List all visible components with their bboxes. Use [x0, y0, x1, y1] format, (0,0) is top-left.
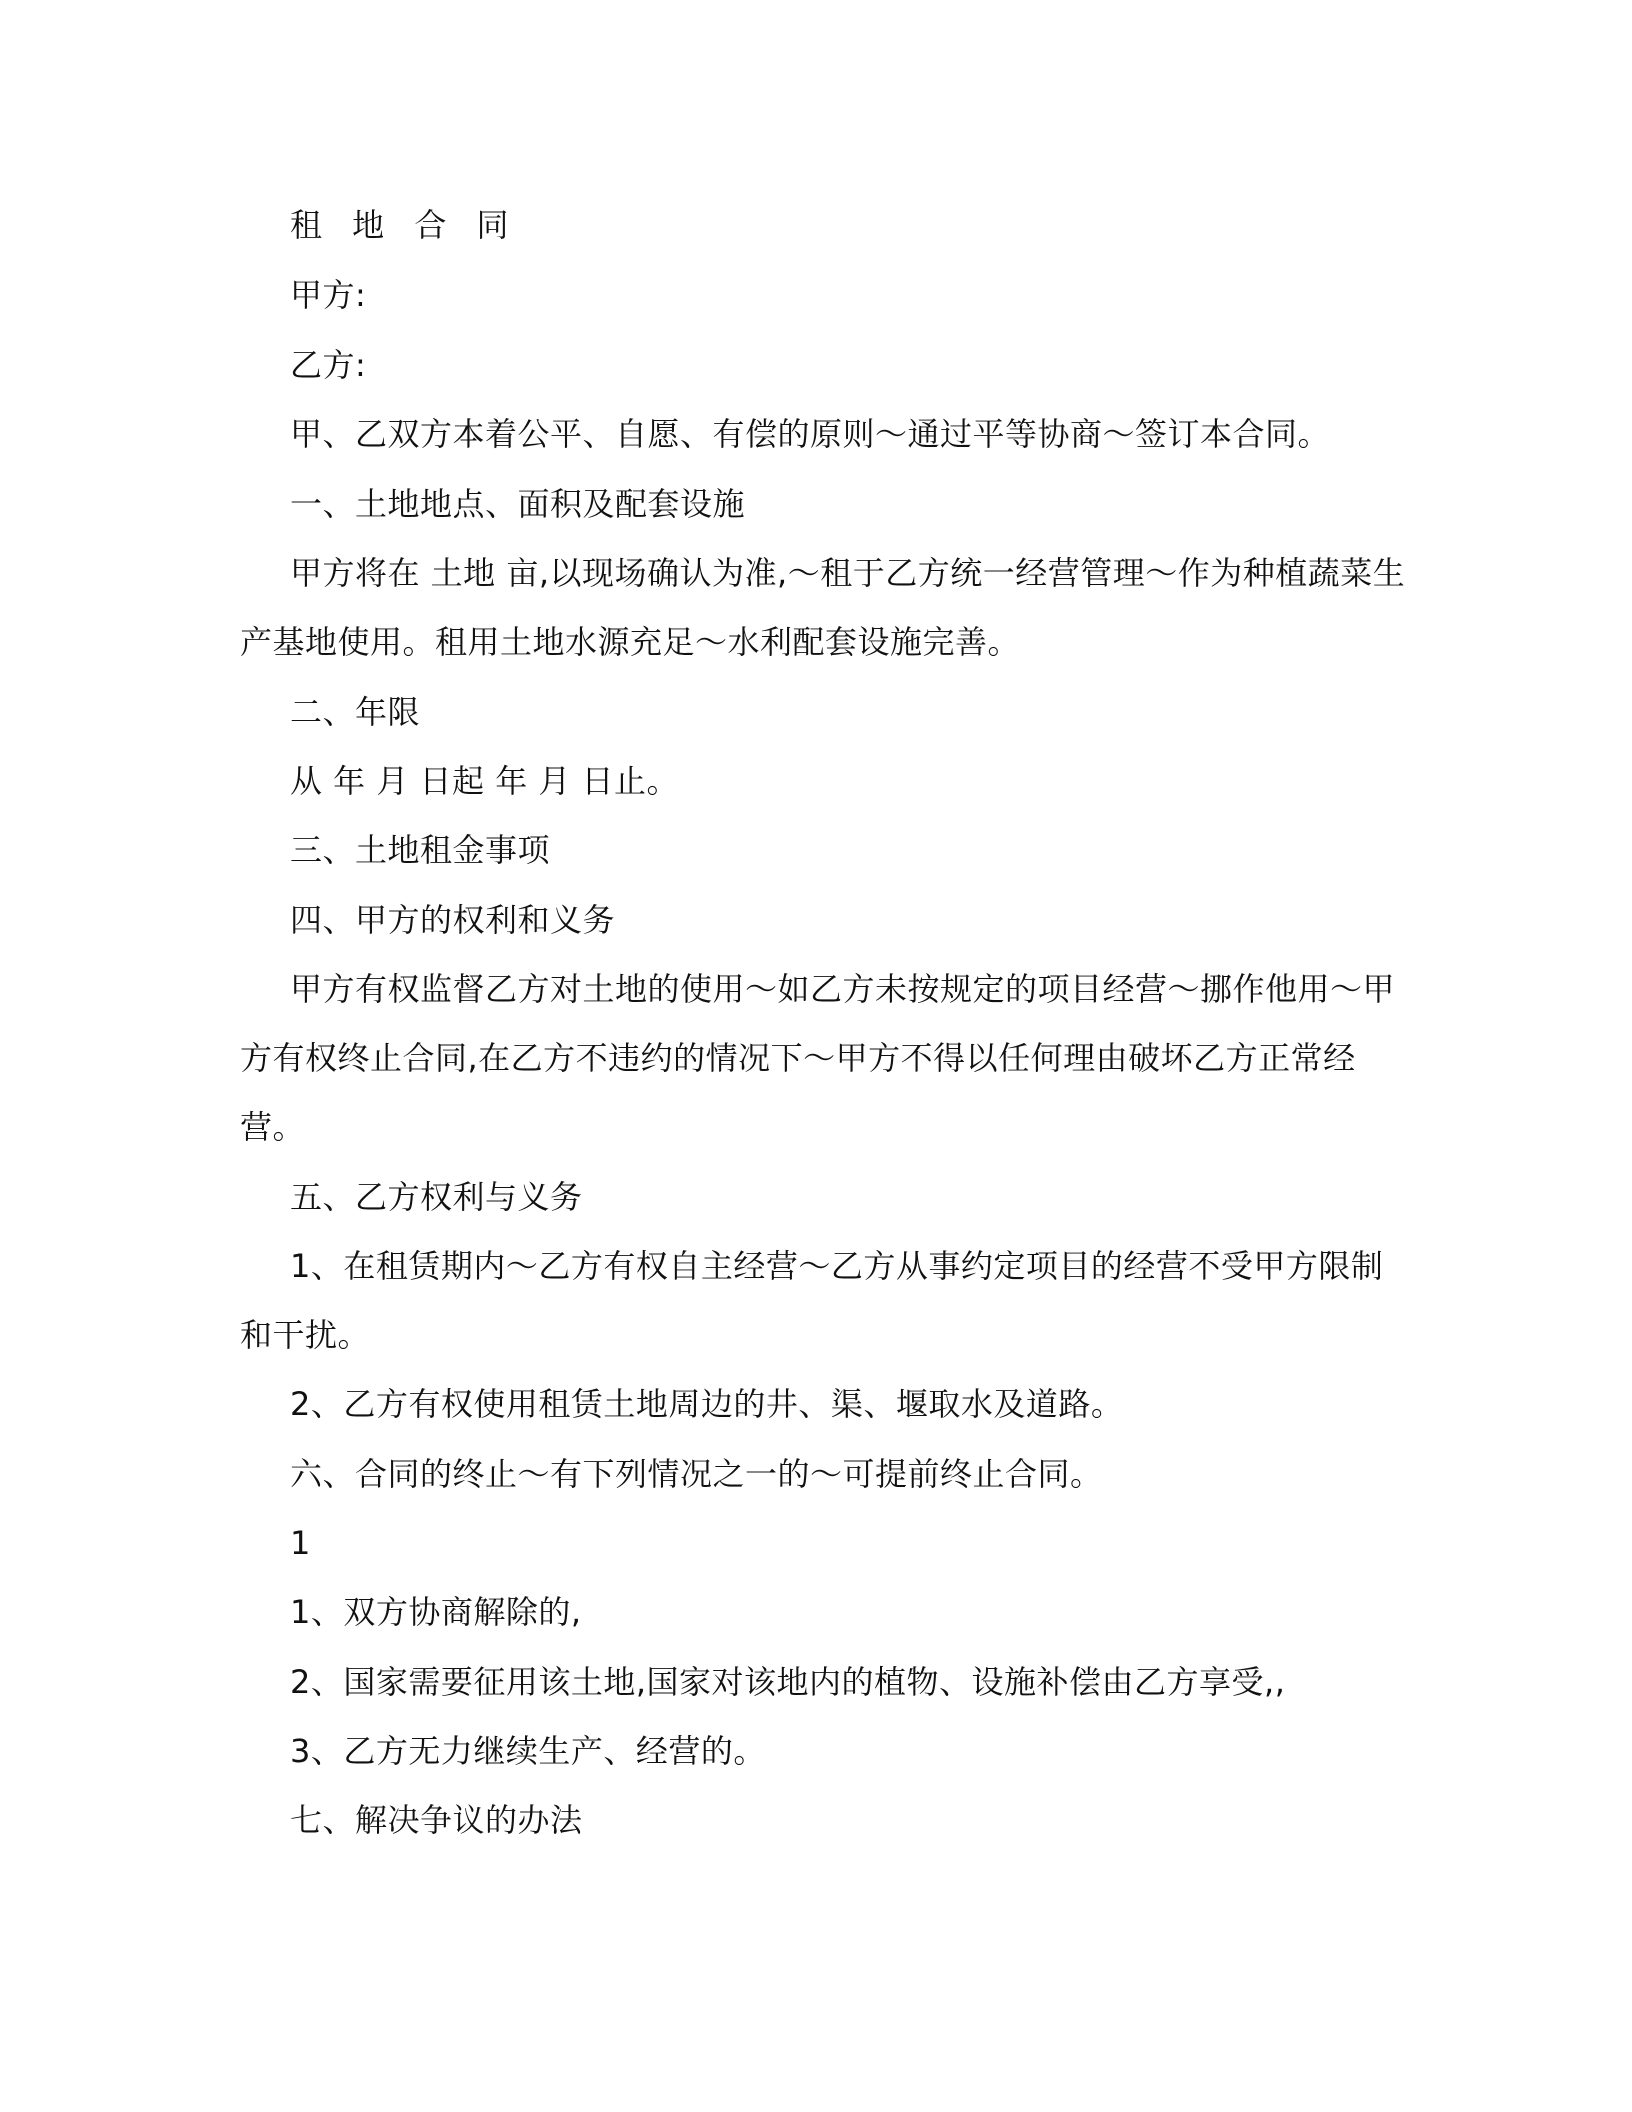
section-5-item-1-line-1: 1、在租赁期内～乙方有权自主经营～乙方从事约定项目的经营不受甲方限制 — [290, 1247, 1384, 1285]
section-5-heading: 五、乙方权利与义务 — [290, 1178, 583, 1216]
section-5-item-1-line-2: 和干扰。 — [240, 1316, 371, 1354]
section-6-item-1: 1、双方协商解除的, — [290, 1593, 582, 1631]
party-b-label: 乙方: — [290, 346, 367, 384]
section-1-heading: 一、土地地点、面积及配套设施 — [290, 485, 746, 523]
section-1-paragraph-line-1: 甲方将在 土地 亩,以现场确认为准,～租于乙方统一经营管理～作为种植蔬菜生 — [290, 554, 1406, 592]
section-4-paragraph-line-3: 营。 — [240, 1108, 306, 1146]
section-4-paragraph-line-2: 方有权终止合同,在乙方不违约的情况下～甲方不得以任何理由破坏乙方正常经 — [240, 1039, 1356, 1077]
page-number: 1 — [290, 1524, 311, 1562]
section-6-heading: 六、合同的终止～有下列情况之一的～可提前终止合同。 — [290, 1455, 1103, 1493]
section-7-heading: 七、解决争议的办法 — [290, 1801, 583, 1839]
section-2-term-text: 从 年 月 日起 年 月 日止。 — [290, 762, 680, 800]
section-6-item-3: 3、乙方无力继续生产、经营的。 — [290, 1732, 766, 1770]
document-title: 租 地 合 同 — [290, 206, 519, 244]
section-4-heading: 四、甲方的权利和义务 — [290, 901, 616, 939]
section-4-paragraph-line-1: 甲方有权监督乙方对土地的使用～如乙方未按规定的项目经营～挪作他用～甲 — [290, 970, 1396, 1008]
party-a-label: 甲方: — [290, 276, 367, 314]
section-1-paragraph-line-2: 产基地使用。租用土地水源充足～水利配套设施完善。 — [240, 623, 1021, 661]
section-5-item-2: 2、乙方有权使用租赁土地周边的井、渠、堰取水及道路。 — [290, 1385, 1124, 1423]
intro-paragraph: 甲、乙双方本着公平、自愿、有偿的原则～通过平等协商～签订本合同。 — [290, 415, 1331, 453]
section-6-item-2: 2、国家需要征用该土地,国家对该地内的植物、设施补偿由乙方享受,, — [290, 1663, 1286, 1701]
section-2-heading: 二、年限 — [290, 693, 421, 731]
section-3-heading: 三、土地租金事项 — [290, 831, 551, 869]
